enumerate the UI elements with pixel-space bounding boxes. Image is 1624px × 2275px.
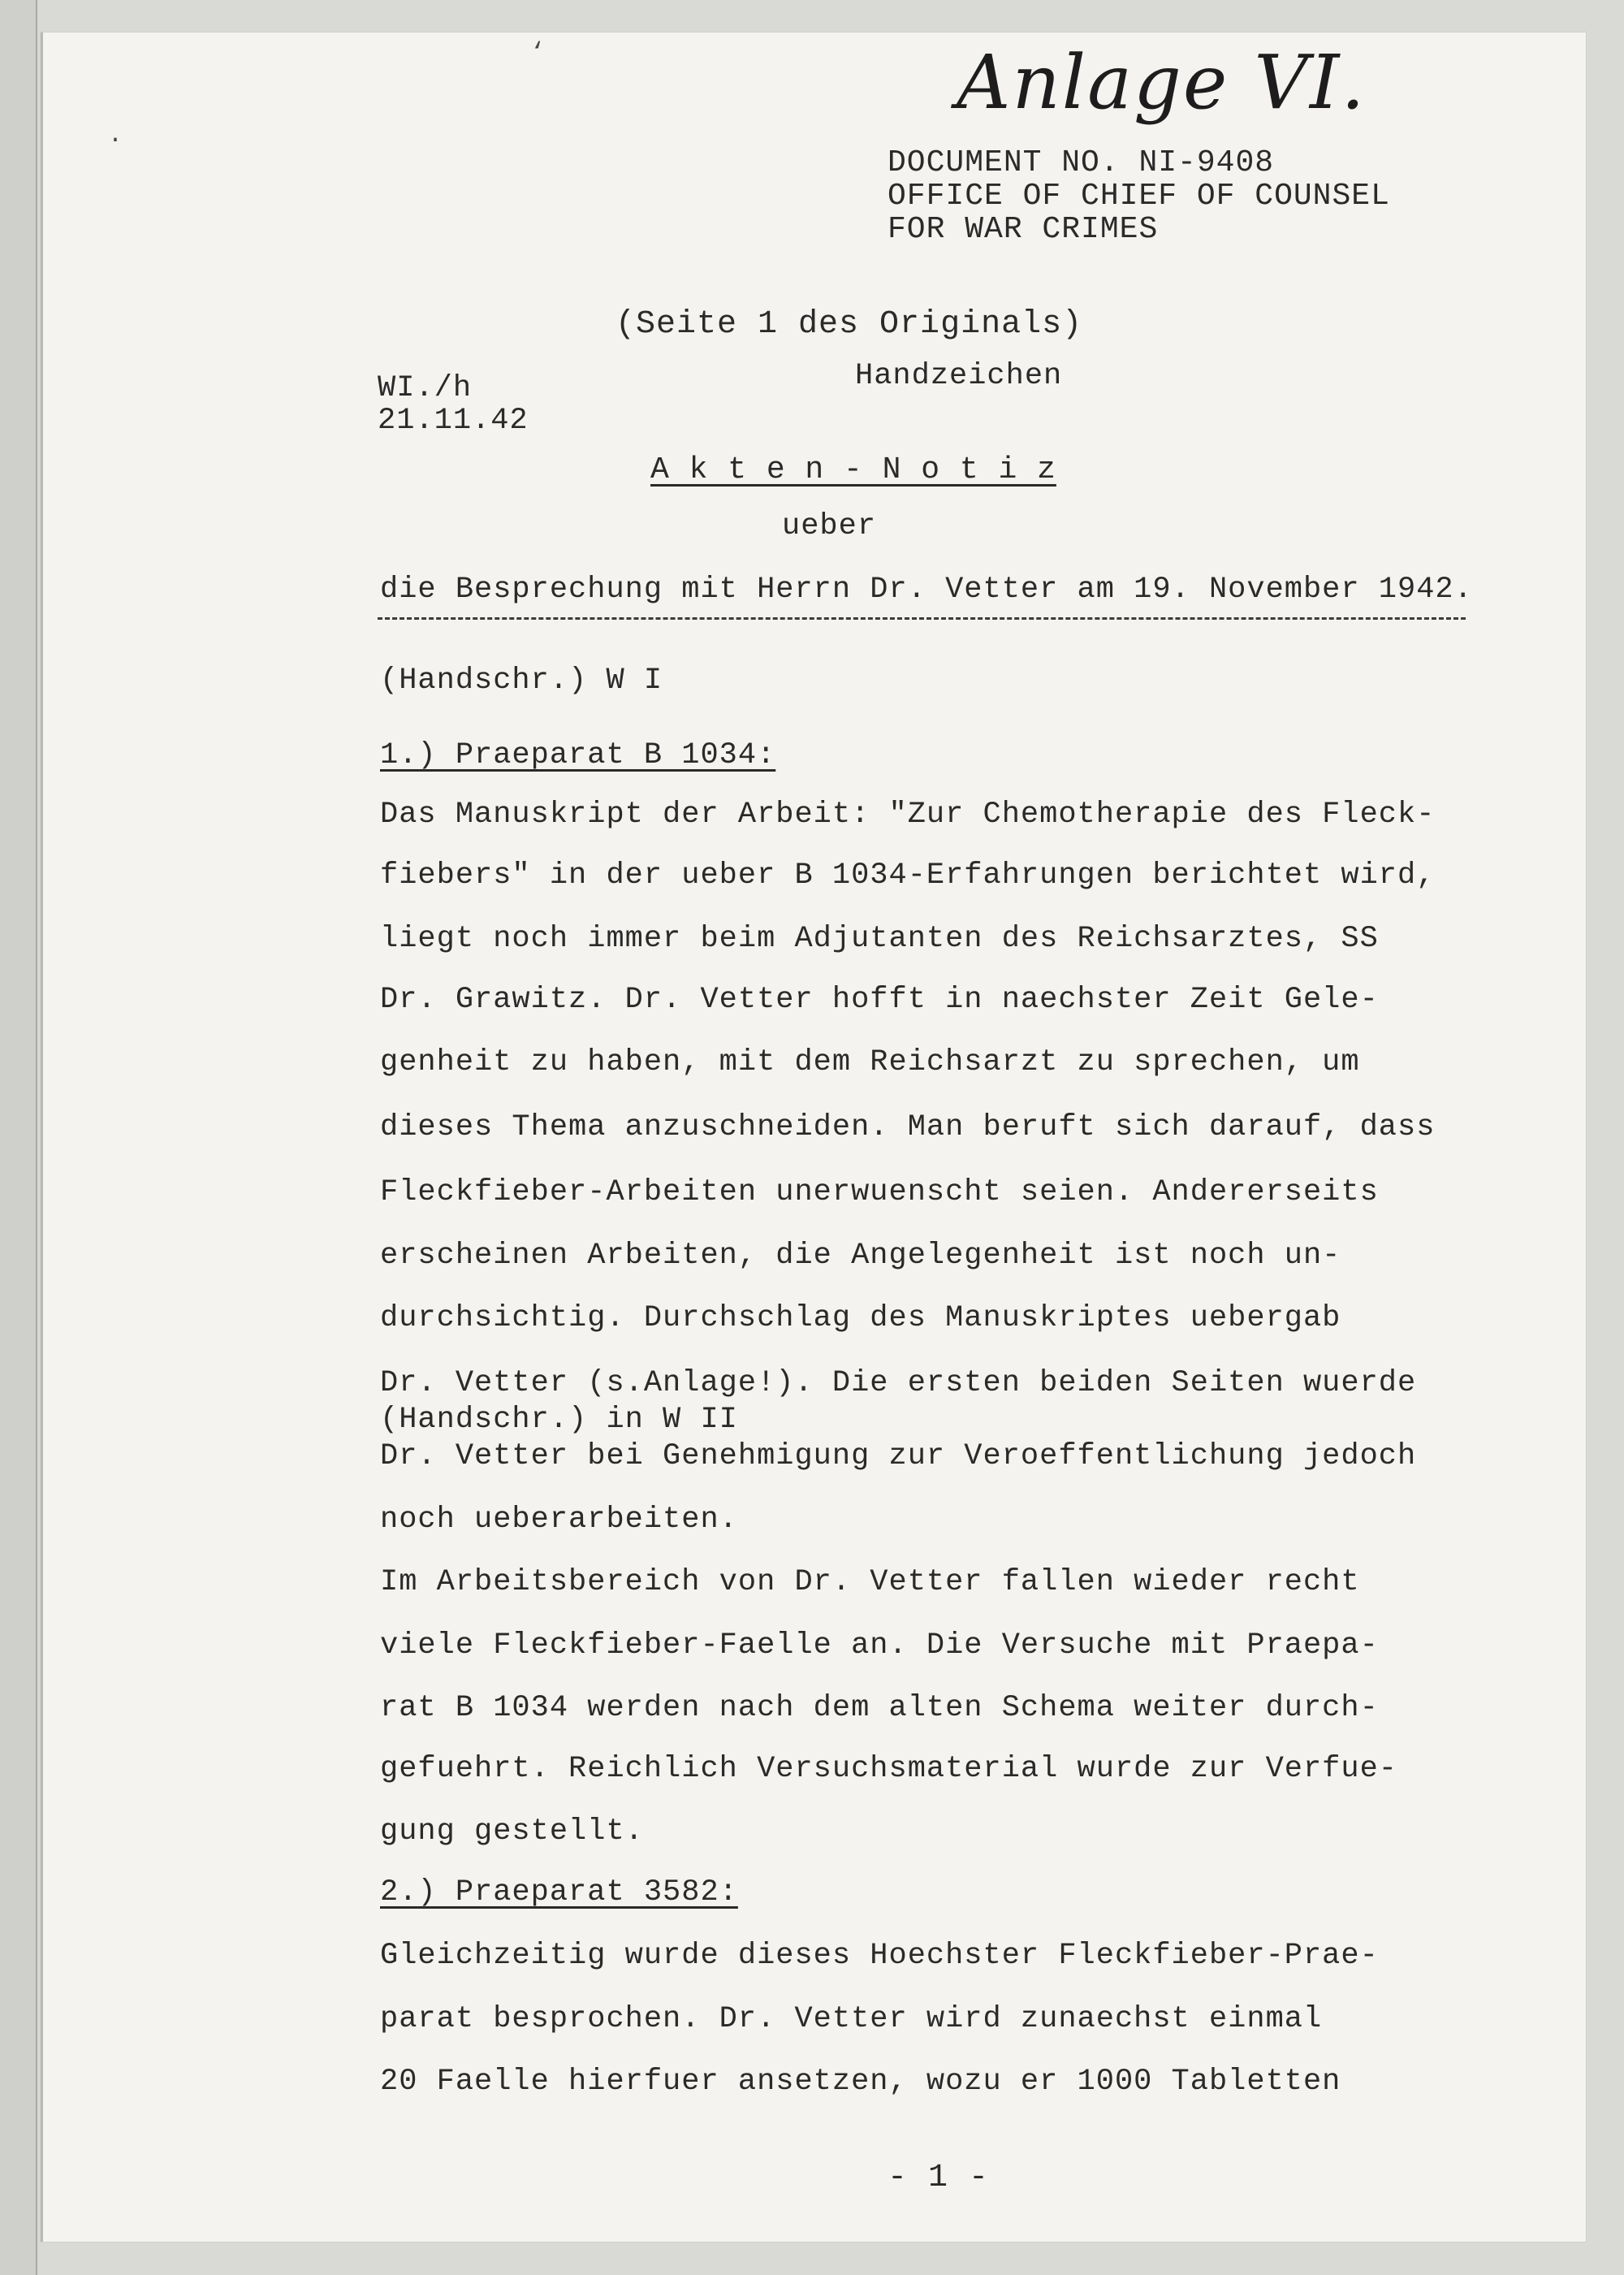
handschr-w-ii: (Handschr.) in W II: [380, 1403, 738, 1437]
section1-heading: 1.) Praeparat B 1034:: [380, 738, 776, 772]
section1-line: noch ueberarbeiten.: [380, 1503, 738, 1537]
handzeichen-label: Handzeichen: [855, 359, 1063, 393]
section1-line: fiebers" in der ueber B 1034-Erfahrungen berichtet wird,: [380, 859, 1436, 893]
section1-line: gung gestellt.: [380, 1814, 644, 1849]
section1-line: Im Arbeitsbereich von Dr. Vetter fallen wieder recht: [380, 1565, 1360, 1599]
section1-line: gefuehrt. Reichlich Versuchsmaterial wurde zur Verfue-: [380, 1752, 1397, 1786]
section1-line: Fleckfieber-Arbeiten unerwuenscht seien. Andererseits: [380, 1175, 1379, 1209]
document-page: [41, 32, 1586, 2242]
page-origin: (Seite 1 des Originals): [615, 306, 1083, 343]
section1-line: liegt noch immer beim Adjutanten des Reichsarztes, SS: [380, 922, 1379, 956]
section2-heading: 2.) Praeparat 3582:: [380, 1875, 738, 1910]
section1-line: rat B 1034 werden nach dem alten Schema weiter durch-: [380, 1691, 1379, 1725]
title-ueber: ueber: [782, 509, 877, 543]
document-title: A k t e n - N o t i z: [650, 452, 1056, 487]
section1-line: Dr. Vetter bei Genehmigung zur Veroeffentlichung jedoch: [380, 1439, 1417, 1473]
handschr-wi: (Handschr.) W I: [380, 664, 663, 698]
section1-line: durchsichtig. Durchschlag des Manuskriptes uebergab: [380, 1301, 1341, 1335]
reference-initials: WI./h: [378, 371, 473, 405]
scan-edge: [0, 0, 37, 2275]
section1-line: erscheinen Arbeiten, die Angelegenheit ist noch un-: [380, 1239, 1341, 1273]
section1-line: Dr. Grawitz. Dr. Vetter hofft in naechster Zeit Gele-: [380, 983, 1379, 1017]
stray-mark: .: [108, 122, 123, 149]
war-crimes-line: FOR WAR CRIMES: [888, 212, 1159, 247]
section1-line: Dr. Vetter (s.Anlage!). Die ersten beiden Seiten wuerde: [380, 1366, 1417, 1400]
handwritten-annotation: Anlage VI.: [957, 39, 1367, 126]
section1-line: viele Fleckfieber-Faelle an. Die Versuche mit Praepa-: [380, 1628, 1379, 1663]
stray-mark: ‘: [530, 39, 546, 67]
title-subject: die Besprechung mit Herrn Dr. Vetter am 19. November 1942.: [380, 573, 1473, 607]
section2-line: 20 Faelle hierfuer ansetzen, wozu er 1000 Tabletten: [380, 2065, 1341, 2099]
office-line: OFFICE OF CHIEF OF COUNSEL: [888, 179, 1390, 214]
subject-rule: [378, 617, 1466, 620]
section2-line: parat besprochen. Dr. Vetter wird zunaechst einmal: [380, 2002, 1323, 2036]
section1-line: dieses Thema anzuschneiden. Man beruft sich darauf, dass: [380, 1110, 1436, 1144]
reference-date: 21.11.42: [378, 404, 529, 438]
section2-line: Gleichzeitig wurde dieses Hoechster Fleckfieber-Prae-: [380, 1939, 1379, 1973]
section1-line: genheit zu haben, mit dem Reichsarzt zu sprechen, um: [380, 1045, 1360, 1079]
section1-line: Das Manuskript der Arbeit: "Zur Chemotherapie des Fleck-: [380, 798, 1436, 832]
page-number: - 1 -: [888, 2160, 990, 2196]
document-number: DOCUMENT NO. NI-9408: [888, 145, 1275, 180]
